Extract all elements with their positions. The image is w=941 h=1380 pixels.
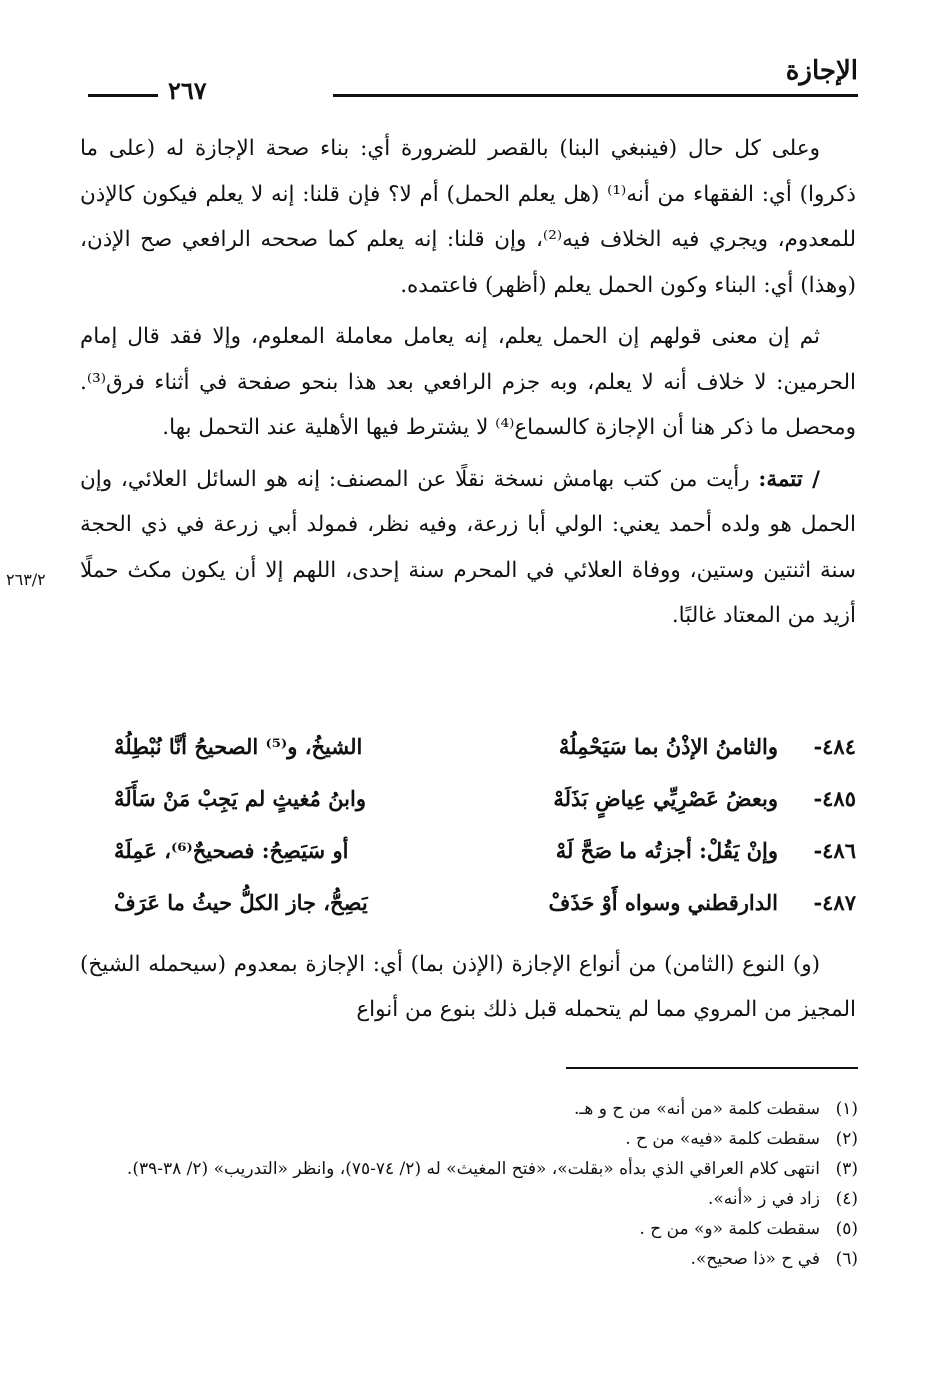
footnote-number: (٢) <box>835 1129 858 1149</box>
footnote-number: (١) <box>835 1099 858 1119</box>
commentary-text <box>80 942 856 1032</box>
footnotes <box>80 1094 858 1274</box>
verse-number: ٤٨٦- <box>813 837 856 863</box>
footnote <box>80 1154 858 1184</box>
footnote-text: زاد في ز «أنه». <box>708 1189 820 1209</box>
main-text <box>80 126 856 639</box>
paragraph: (و) النوع (الثامن) من أنواع الإجازة (الإذن بما) أي: الإجازة بمعدوم (سيحمله الشيخ) المجيز من المروي مما لم يتحمله قبل ذلك بنوع من أنواع <box>80 952 856 1022</box>
footnote-number: (٤) <box>835 1189 858 1209</box>
footnote-text: سقطت كلمة «فيه» من ح . <box>625 1129 820 1149</box>
page-header <box>88 48 858 108</box>
tatimma-text: رأيت من كتب بهامش نسخة نقلًا عن المصنف: إنه هو السائل العلائي، وإن الحمل هو ولده أحمد يعني: الولي أبا زرعة، وفيه نظر، فمولد أبي زرعة في ذي الحجة سنة اثنتين وستين، ووفاة العلائي في المحرم سنة إحدى، اللهم إلا أن يكون مكث حملًا أزيد من المعتاد غالبًا. <box>80 466 856 628</box>
verse-first-hemistich: وإنْ يَقُلْ: أجزتُه ما صَحَّ لَهْ <box>555 837 778 863</box>
footnote <box>80 1094 858 1124</box>
footnote <box>80 1214 858 1244</box>
verse-first-hemistich: الدارقطني وسواه أَوْ حَذَفْ <box>548 889 778 915</box>
tatimma-heading: / تتمة: <box>758 466 820 492</box>
margin-reference: ٢٦٣/٢ <box>6 570 46 589</box>
verse-line <box>110 720 856 772</box>
footnote <box>80 1124 858 1154</box>
verse-line <box>110 772 856 824</box>
footnote-text: انتهى كلام العراقي الذي بدأه «بقلت»، «فتح المغيث» له (٢/ ٧٤-٧٥)، وانظر «التدريب» (٢/ ٣٨-٣٩). <box>126 1159 820 1179</box>
footnote-number: (٥) <box>835 1219 858 1239</box>
verse-second-hemistich: وابنُ مُغيثٍ لم يَجِبْ مَنْ سَأَلَهْ <box>114 785 366 811</box>
header-rule-short <box>88 94 158 97</box>
running-title: الإجازة <box>785 56 858 86</box>
verse-second-hemistich: أو سَيَصِحُ: فصحيحٌ⁽⁶⁾، عَمِلَهْ <box>114 837 349 863</box>
verse-number: ٤٨٥- <box>813 785 856 811</box>
verse-number: ٤٨٤- <box>813 733 856 759</box>
footnote-number: (٦) <box>835 1249 858 1269</box>
footnote <box>80 1244 858 1274</box>
footnote <box>80 1184 858 1214</box>
verse-line <box>110 824 856 876</box>
verse-line <box>110 876 856 928</box>
footnote-text: سقطت كلمة «من أنه» من ح و هـ. <box>574 1099 820 1119</box>
verse-first-hemistich: وبعضُ عَصْرِيِّي عِياضٍ بَذَلَهْ <box>553 785 778 811</box>
verse-block <box>110 720 856 928</box>
paragraph: ثم إن معنى قولهم إن الحمل يعلم، إنه يعامل معاملة المعلوم، وإلا فقد قال إمام الحرمين: لا خلاف أنه لا يعلم، وبه جزم الرافعي بعد هذا بنحو صفحة في أثناء فرق⁽³⁾. ومحصل ما ذكر هنا أن الإجازة كالسماع⁽⁴⁾ لا يشترط فيها الأهلية عند التحمل بها. <box>80 324 856 440</box>
verse-second-hemistich: الشيخُ، و⁽⁵⁾ الصحيحُ أنَّا نُبْطِلُهْ <box>114 733 363 759</box>
paragraph: وعلى كل حال (فينبغي البنا) بالقصر للضرورة أي: بناء صحة الإجازة له (على ما ذكروا) أي: الفقهاء من أنه⁽¹⁾ (هل يعلم الحمل) أم لا؟ فإن قلنا: إنه لا يعلم فيكون كالإذن للمعدوم، ويجري فيه الخلاف فيه⁽²⁾، وإن قلنا: إنه يعلم كما صححه الرافعي صح الإذن، (وهذا) أي: البناء وكون الحمل يعلم (أظهر) فاعتمده. <box>80 136 856 298</box>
tatimma-paragraph <box>80 457 856 639</box>
verse-second-hemistich: يَصِحُّ، جاز الكلُّ حيثُ ما عَرَفْ <box>114 889 368 915</box>
footnote-separator <box>566 1067 858 1069</box>
verse-first-hemistich: والثامنُ الإذْنُ بما سَيَحْمِلُهْ <box>558 733 778 759</box>
header-rule <box>333 94 858 97</box>
page-number: ٢٦٧ <box>168 76 207 105</box>
footnote-text: سقطت كلمة «و» من ح . <box>639 1219 820 1239</box>
footnote-number: (٣) <box>835 1159 858 1179</box>
verse-number: ٤٨٧- <box>813 889 856 915</box>
footnote-text: في ح «ذا صحيح». <box>690 1249 820 1269</box>
